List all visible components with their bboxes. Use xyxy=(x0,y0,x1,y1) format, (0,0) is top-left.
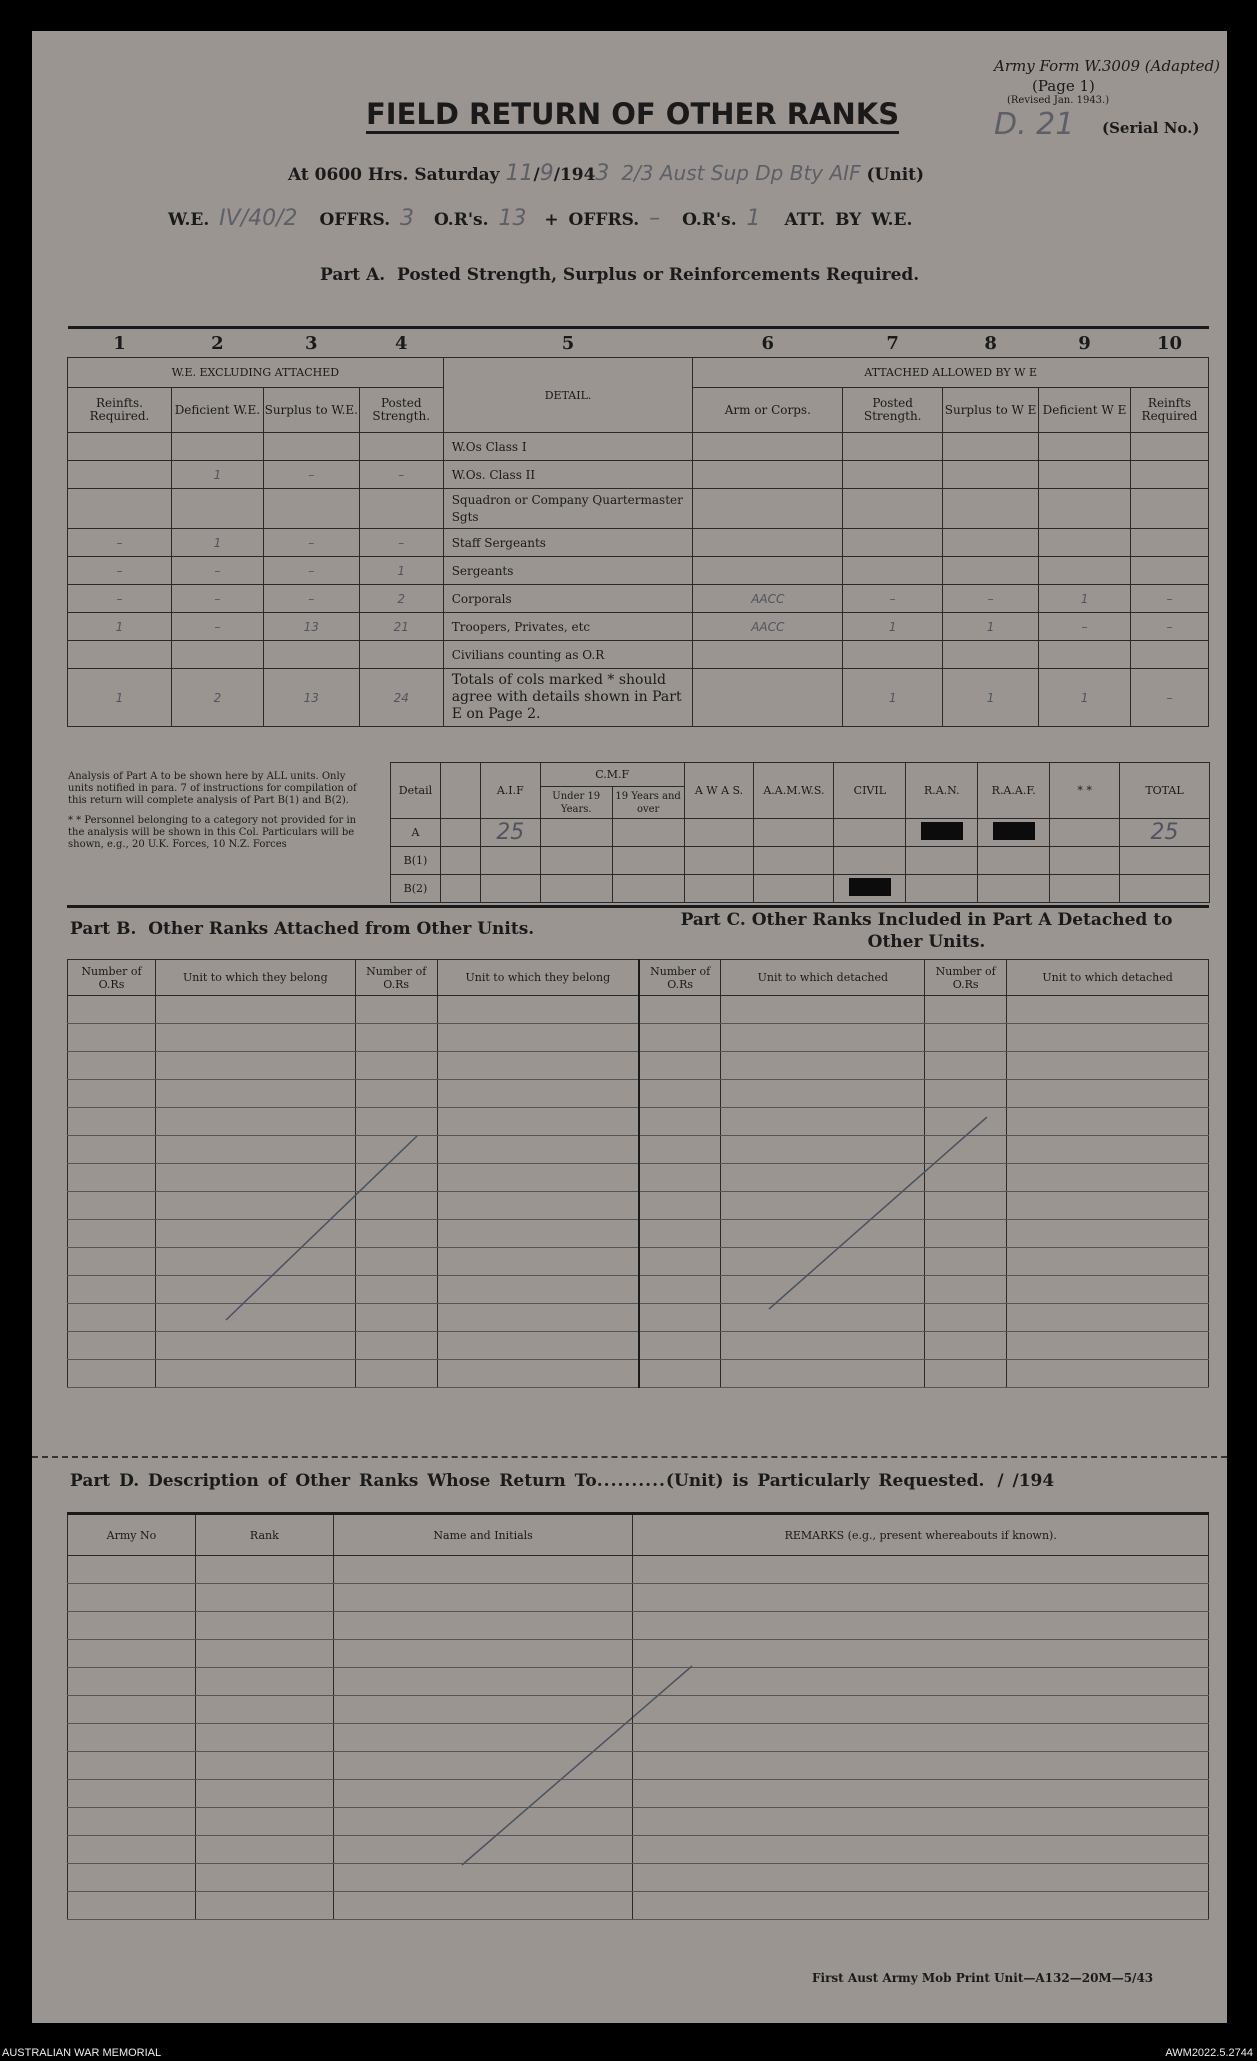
other-header: * * xyxy=(1050,763,1120,819)
part-b-num-header: Number of O.Rs xyxy=(68,960,156,996)
sub-header: Deficient W.E. xyxy=(171,388,263,433)
offrs2-value: – xyxy=(649,206,661,231)
army-no-header: Army No xyxy=(68,1514,196,1556)
part-d-row xyxy=(68,1752,1209,1780)
offrs-value: 3 xyxy=(400,206,415,231)
name-header: Name and Initials xyxy=(333,1514,633,1556)
part-d-cell xyxy=(195,1556,333,1584)
part-d-cell xyxy=(633,1668,1209,1696)
part-a-cell: 1 xyxy=(359,557,443,585)
analysis-row-label: A xyxy=(391,819,441,847)
part-a-cell: 2 xyxy=(359,585,443,613)
at-prefix: At 0600 Hrs. Saturday xyxy=(288,165,500,185)
part-d-row xyxy=(68,1584,1209,1612)
offrs-label: OFFRS. xyxy=(319,210,391,230)
group-left-header: W.E. EXCLUDING ATTACHED xyxy=(68,358,444,388)
part-a-detail: Sergeants xyxy=(443,557,693,585)
awas-header: A W A S. xyxy=(684,763,754,819)
aamws-header: A.A.M.W.S. xyxy=(754,763,834,819)
at-day: 11 xyxy=(505,161,534,186)
page-title: FIELD RETURN OF OTHER RANKS xyxy=(366,97,899,134)
col-number: 9 xyxy=(1078,332,1091,354)
part-a-detail: Corporals xyxy=(443,585,693,613)
part-d-cell xyxy=(633,1752,1209,1780)
col-number: 8 xyxy=(984,332,997,354)
part-d-cell xyxy=(633,1836,1209,1864)
we-value: IV/40/2 xyxy=(219,206,298,231)
part-d-cell xyxy=(333,1612,633,1640)
part-a-cell: AACC xyxy=(693,613,843,641)
part-d-row xyxy=(68,1696,1209,1724)
part-d-row xyxy=(68,1808,1209,1836)
part-d-cell xyxy=(68,1864,196,1892)
part-d-cell xyxy=(195,1780,333,1808)
part-a-cell: 1 xyxy=(68,613,172,641)
we-label: W.E. xyxy=(168,210,210,230)
part-a-detail: Squadron or Company Quartermaster Sgts xyxy=(443,489,693,529)
part-d-cell xyxy=(333,1668,633,1696)
part-d-cell xyxy=(333,1836,633,1864)
remarks-header: REMARKS (e.g., present whereabouts if known). xyxy=(633,1514,1209,1556)
offrs2-label: OFFRS. xyxy=(568,210,640,230)
part-a-cell: – xyxy=(263,557,359,585)
part-c-heading: Part C. Other Ranks Included in Part A Detached to Other Units. xyxy=(680,910,1173,952)
part-a-cell: – xyxy=(1130,613,1208,641)
part-d-cell xyxy=(633,1612,1209,1640)
ors2-value: 1 xyxy=(746,206,761,231)
part-d-cell xyxy=(195,1836,333,1864)
part-d-cell xyxy=(633,1556,1209,1584)
a-aif-value: 25 xyxy=(480,819,540,847)
analysis-detail-header: Detail xyxy=(391,763,441,819)
sub-header: Arm or Corps. xyxy=(693,388,843,433)
part-b-unit-header: Unit to which they belong xyxy=(437,960,639,996)
part-d-cell xyxy=(633,1780,1209,1808)
part-d-cell xyxy=(195,1668,333,1696)
totals-cell: 1 xyxy=(843,669,943,727)
part-d-cell xyxy=(195,1864,333,1892)
sub-header: Posted Strength. xyxy=(359,388,443,433)
part-a-heading: Part A. Posted Strength, Surplus or Reinforcements Required. xyxy=(320,265,920,285)
totals-cell: 2 xyxy=(171,669,263,727)
part-d-cell xyxy=(195,1752,333,1780)
col-number: 5 xyxy=(561,332,575,354)
part-d-cell xyxy=(195,1724,333,1752)
col-number: 2 xyxy=(211,332,224,354)
totals-cell: 24 xyxy=(359,669,443,727)
totals-cell: 1 xyxy=(68,669,172,727)
part-a-cell: 21 xyxy=(359,613,443,641)
at-line: At 0600 Hrs. Saturday 11/9/1943 2/3 Aust Sup Dp Bty AIF (Unit) xyxy=(288,161,925,186)
col-number: 3 xyxy=(305,332,318,354)
part-d-cell xyxy=(68,1808,196,1836)
part-c-unit-header: Unit to which detached xyxy=(1007,960,1209,996)
part-d-cell xyxy=(195,1808,333,1836)
analysis-note-2: * * Personnel belonging to a category not provided for in the analysis will be shown in this Col. Particulars will be shown, e.g., 20 U.K. Forces, 10 N.Z. Forces xyxy=(68,815,357,850)
aif-header: A.I.F xyxy=(480,763,540,819)
part-a-cell: – xyxy=(359,461,443,489)
form-page: (Page 1) xyxy=(1032,77,1095,95)
unit-label: (Unit) xyxy=(866,165,925,185)
part-a-cell: – xyxy=(843,585,943,613)
part-d-cell xyxy=(68,1612,196,1640)
part-d-cell xyxy=(333,1584,633,1612)
sub-header: Reinfts. Required. xyxy=(68,388,172,433)
cancel-stroke-part-c xyxy=(769,1117,987,1309)
raaf-header: R.A.A.F. xyxy=(978,763,1050,819)
part-d-header-row xyxy=(68,1514,1209,1556)
printer-imprint: First Aust Army Mob Print Unit—A132—20M—5/43 xyxy=(812,1971,1154,1985)
part-d-cell xyxy=(333,1696,633,1724)
sub-header: Deficient W E xyxy=(1039,388,1131,433)
part-d-cell xyxy=(68,1696,196,1724)
part-d-cell xyxy=(633,1808,1209,1836)
part-a-cell: – xyxy=(171,585,263,613)
unit-value: 2/3 Aust Sup Dp Bty AIF xyxy=(621,161,861,185)
detail-header: DETAIL. xyxy=(443,358,693,433)
part-a-detail: W.Os. Class II xyxy=(443,461,693,489)
part-d-row xyxy=(68,1724,1209,1752)
part-d-table xyxy=(67,1512,1209,1920)
part-a-cell: – xyxy=(943,585,1039,613)
totals-cell: 1 xyxy=(1039,669,1131,727)
part-d-cell xyxy=(68,1780,196,1808)
part-d-row xyxy=(68,1640,1209,1668)
sub-header: Posted Strength. xyxy=(843,388,943,433)
part-a-cell: 1 xyxy=(171,461,263,489)
part-d-cell xyxy=(68,1836,196,1864)
group-right-header: ATTACHED ALLOWED BY W E xyxy=(693,358,1209,388)
att-label: ATT. BY W.E. xyxy=(784,210,913,230)
analysis-row-label: B(1) xyxy=(391,847,441,875)
at-year: 3 xyxy=(595,161,610,186)
part-d-row xyxy=(68,1612,1209,1640)
at-year-prefix: /194 xyxy=(553,165,596,185)
perforation-line xyxy=(32,1456,1227,1458)
part-d-cell xyxy=(195,1696,333,1724)
part-d-body xyxy=(68,1556,1209,1920)
totals-detail: Totals of cols marked * should agree with details shown in Part E on Page 2. xyxy=(443,669,693,727)
part-d-cell xyxy=(633,1640,1209,1668)
part-b-heading: Part B. Other Ranks Attached from Other Units. xyxy=(70,919,535,939)
part-d-cell xyxy=(68,1556,196,1584)
sub-header: Surplus to W.E. xyxy=(263,388,359,433)
part-d-date: / /194 xyxy=(997,1471,1055,1491)
totals-cell: 1 xyxy=(943,669,1039,727)
part-d-cell xyxy=(195,1612,333,1640)
part-a-cell: 1 xyxy=(943,613,1039,641)
part-d-row xyxy=(68,1556,1209,1584)
part-c-num-header: Number of O.Rs xyxy=(639,960,721,996)
col-number: 1 xyxy=(113,332,126,354)
serial-label: (Serial No.) xyxy=(1102,119,1200,137)
civil-header: CIVIL xyxy=(834,763,906,819)
part-a-cell: – xyxy=(263,585,359,613)
col-number: 6 xyxy=(761,332,775,354)
part-a-cell: – xyxy=(1039,613,1131,641)
part-b-unit-header: Unit to which they belong xyxy=(155,960,355,996)
at-month: 9 xyxy=(539,161,554,186)
part-d-cell xyxy=(333,1752,633,1780)
part-a-cell: 1 xyxy=(1039,585,1131,613)
part-d-row xyxy=(68,1668,1209,1696)
part-d-heading: Part D. Description of Other Ranks Whose Return To xyxy=(70,1471,597,1491)
part-a-cell: – xyxy=(1130,585,1208,613)
part-a-cell: – xyxy=(263,529,359,557)
part-d-cell xyxy=(195,1892,333,1920)
cancel-stroke-part-b xyxy=(226,1136,417,1320)
over19-header: 19 Years and over xyxy=(612,787,684,819)
under19-header: Under 19 Years. xyxy=(540,787,612,819)
part-a-detail: Civilians counting as O.R xyxy=(443,641,693,669)
a-total-value: 25 xyxy=(1120,819,1210,847)
part-d-cell xyxy=(633,1696,1209,1724)
part-d-cell xyxy=(68,1640,196,1668)
part-c-num-header: Number of O.Rs xyxy=(925,960,1007,996)
totals-cell: – xyxy=(1130,669,1208,727)
part-d-cell xyxy=(333,1780,633,1808)
part-a-detail: W.Os Class I xyxy=(443,433,693,461)
ran-header: R.A.N. xyxy=(906,763,978,819)
form-number: Army Form W.3009 (Adapted) xyxy=(994,57,1220,75)
part-a-cell: – xyxy=(68,585,172,613)
part-a-cell: AACC xyxy=(693,585,843,613)
part-d-cell xyxy=(68,1892,196,1920)
totals-cell: 13 xyxy=(263,669,359,727)
part-d-cell xyxy=(333,1556,633,1584)
sub-header: Surplus to W E xyxy=(943,388,1039,433)
part-d-cell xyxy=(633,1584,1209,1612)
part-d-cell xyxy=(195,1584,333,1612)
part-a-cell: 13 xyxy=(263,613,359,641)
cmf-header: C.M.F xyxy=(540,763,684,787)
form-revision: (Revised Jan. 1943.) xyxy=(1007,95,1110,106)
rank-header: Rank xyxy=(195,1514,333,1556)
ors2-label: O.R's. xyxy=(682,210,737,230)
part-a-cell: – xyxy=(171,557,263,585)
part-a-cell: – xyxy=(359,529,443,557)
part-d-cell xyxy=(333,1808,633,1836)
part-a-cell: 1 xyxy=(171,529,263,557)
part-d-cell xyxy=(333,1640,633,1668)
total-header: TOTAL xyxy=(1120,763,1210,819)
part-a-detail: Troopers, Privates, etc xyxy=(443,613,693,641)
part-d-cell xyxy=(333,1864,633,1892)
col-number: 10 xyxy=(1156,332,1183,354)
serial-number-value: D. 21 xyxy=(994,107,1075,142)
sub-header: Reinfts Required xyxy=(1130,388,1208,433)
col-number: 7 xyxy=(886,332,899,354)
part-a-cell: – xyxy=(171,613,263,641)
part-d-cell xyxy=(195,1640,333,1668)
caption-right: AWM2022.5.2744 xyxy=(1165,2047,1253,2059)
part-a-cell: 1 xyxy=(843,613,943,641)
part-d-row xyxy=(68,1780,1209,1808)
part-d-heading-2: (Unit) is Particularly Requested. xyxy=(665,1471,985,1491)
ors-label: O.R's. xyxy=(433,210,489,230)
part-a-cell: – xyxy=(263,461,359,489)
caption-left: AUSTRALIAN WAR MEMORIAL xyxy=(2,2047,162,2059)
part-a-cell: – xyxy=(68,557,172,585)
part-c-unit-header: Unit to which detached xyxy=(721,960,925,996)
part-a-detail: Staff Sergeants xyxy=(443,529,693,557)
plus-sign: + xyxy=(544,210,559,230)
part-d-row xyxy=(68,1836,1209,1864)
form-sheet xyxy=(32,31,1227,2023)
part-d-cell xyxy=(68,1724,196,1752)
part-d-cell xyxy=(68,1752,196,1780)
part-d-row xyxy=(68,1864,1209,1892)
part-d-row xyxy=(68,1892,1209,1920)
part-d-heading-line: Part D. Description of Other Ranks Whose Return To..........(Unit) is Particularly Requested. / /194 xyxy=(70,1471,1055,1491)
part-d-cell xyxy=(68,1584,196,1612)
part-d-cell xyxy=(633,1864,1209,1892)
part-d-cell xyxy=(633,1892,1209,1920)
part-d-cell xyxy=(633,1724,1209,1752)
analysis-note-1: Analysis of Part A to be shown here by ALL units. Only units notified in para. 7 of instructions for compilation of this return will complete analysis of Part B(1) and B(2). xyxy=(68,771,357,806)
part-d-cell xyxy=(333,1892,633,1920)
ors-value: 13 xyxy=(498,206,527,231)
part-d-cell xyxy=(333,1724,633,1752)
part-d-cell xyxy=(68,1668,196,1696)
part-b-num-header: Number of O.Rs xyxy=(355,960,437,996)
part-a-cell: – xyxy=(68,529,172,557)
col-number: 4 xyxy=(394,332,408,354)
analysis-row-label: B(2) xyxy=(391,875,441,903)
